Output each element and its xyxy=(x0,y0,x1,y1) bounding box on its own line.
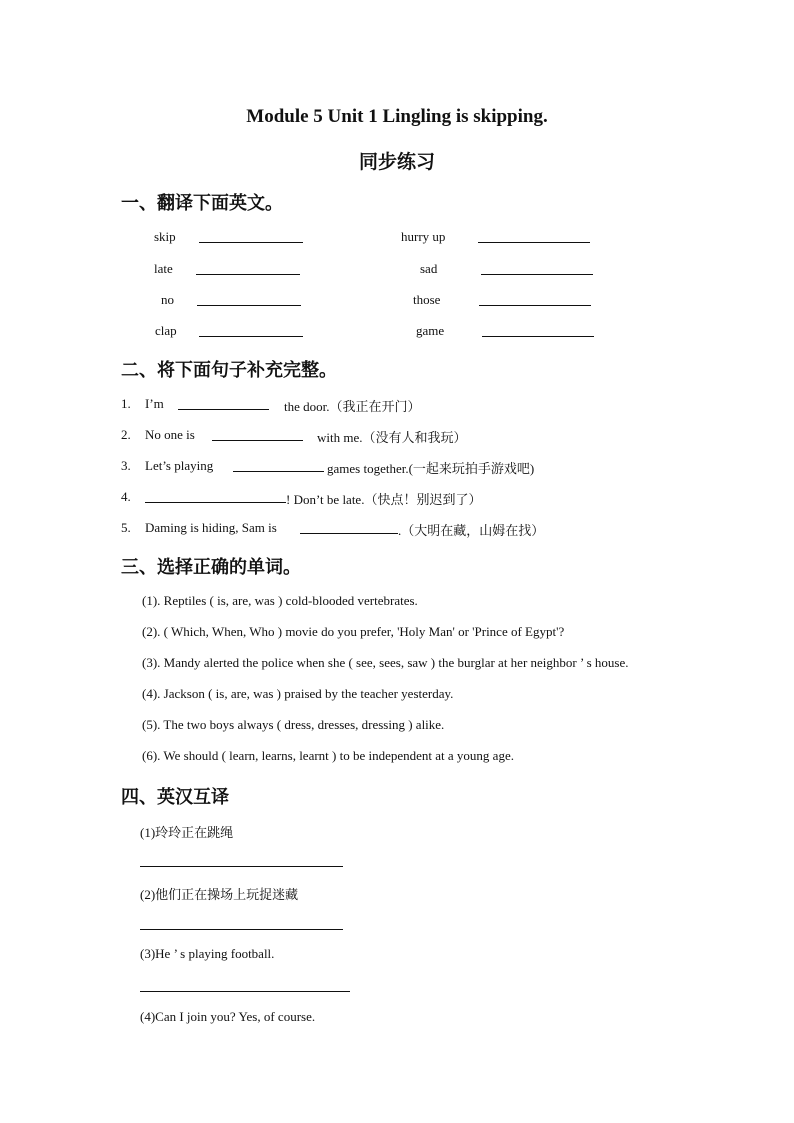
word-those: those xyxy=(413,292,441,307)
sentence-2-end: with me.（没有人和我玩） xyxy=(317,430,467,445)
sentence-3-blank[interactable] xyxy=(233,471,324,472)
sentence-4-number: 4. xyxy=(121,489,131,504)
sentence-2-number: 2. xyxy=(121,427,131,442)
sentence-1-start: I’m xyxy=(145,396,164,411)
translate-item-1: (1)玲玲正在跳绳 xyxy=(140,825,234,840)
sentence-5-end: .（大明在藏，山姆在找） xyxy=(398,523,545,538)
answer-line-late[interactable] xyxy=(196,274,300,275)
word-late: late xyxy=(154,261,173,276)
word-sad: sad xyxy=(420,261,438,276)
sentence-3-number: 3. xyxy=(121,458,131,473)
sentence-4-blank[interactable] xyxy=(145,502,286,503)
sentence-1-number: 1. xyxy=(121,396,131,411)
choice-item-4: (4). Jackson ( is, are, was ) praised by the teacher yesterday. xyxy=(142,686,454,701)
answer-line-hurry-up[interactable] xyxy=(478,242,590,243)
sentence-5-blank[interactable] xyxy=(300,533,398,534)
answer-line-no[interactable] xyxy=(197,305,301,306)
translate-answer-line-3[interactable] xyxy=(140,991,350,992)
section-1-heading: 一、翻译下面英文。 xyxy=(121,193,283,214)
translate-item-3: (3)He ’ s playing football. xyxy=(140,946,275,961)
page-subtitle: 同步练习 xyxy=(358,152,435,173)
translate-answer-line-1[interactable] xyxy=(140,866,343,867)
word-clap: clap xyxy=(155,323,177,338)
translate-answer-line-2[interactable] xyxy=(140,929,343,930)
choice-item-2: (2). ( Which, When, Who ) movie do you prefer, 'Holy Man' or 'Prince of Egypt'? xyxy=(142,624,565,639)
sentence-2-start: No one is xyxy=(145,427,195,442)
sentence-4-end: ! Don’t be late.（快点！别迟到了） xyxy=(286,492,482,507)
sentence-1-blank[interactable] xyxy=(178,409,269,410)
answer-line-sad[interactable] xyxy=(481,274,593,275)
answer-line-clap[interactable] xyxy=(199,336,303,337)
choice-item-6: (6). We should ( learn, learns, learnt ) to be independent at a young age. xyxy=(142,748,514,763)
section-3-heading: 三、选择正确的单词。 xyxy=(121,557,301,578)
sentence-2-blank[interactable] xyxy=(212,440,303,441)
choice-item-1: (1). Reptiles ( is, are, was ) cold-blooded vertebrates. xyxy=(142,593,418,608)
answer-line-those[interactable] xyxy=(479,305,591,306)
sentence-5-start: Daming is hiding, Sam is xyxy=(145,520,277,535)
page-title: Module 5 Unit 1 Lingling is skipping. xyxy=(246,106,548,127)
word-hurry-up: hurry up xyxy=(401,229,446,244)
sentence-1-end: the door.（我正在开门） xyxy=(284,399,421,414)
translate-item-2: (2)他们正在操场上玩捉迷藏 xyxy=(140,887,299,902)
section-4-heading: 四、英汉互译 xyxy=(121,787,229,808)
choice-item-5: (5). The two boys always ( dress, dresses, dressing ) alike. xyxy=(142,717,445,732)
section-2-heading: 二、将下面句子补充完整。 xyxy=(121,360,337,381)
word-no: no xyxy=(161,292,174,307)
answer-line-game[interactable] xyxy=(482,336,594,337)
word-skip: skip xyxy=(154,229,176,244)
word-game: game xyxy=(416,323,445,338)
translate-item-4: (4)Can I join you? Yes, of course. xyxy=(140,1009,316,1024)
sentence-3-start: Let’s playing xyxy=(145,458,214,473)
sentence-3-end: games together.(一起来玩拍手游戏吧) xyxy=(327,461,535,476)
sentence-5-number: 5. xyxy=(121,520,131,535)
choice-item-3: (3). Mandy alerted the police when she ( see, sees, saw ) the burglar at her neighbor ’ s house. xyxy=(142,655,629,670)
answer-line-skip[interactable] xyxy=(199,242,303,243)
